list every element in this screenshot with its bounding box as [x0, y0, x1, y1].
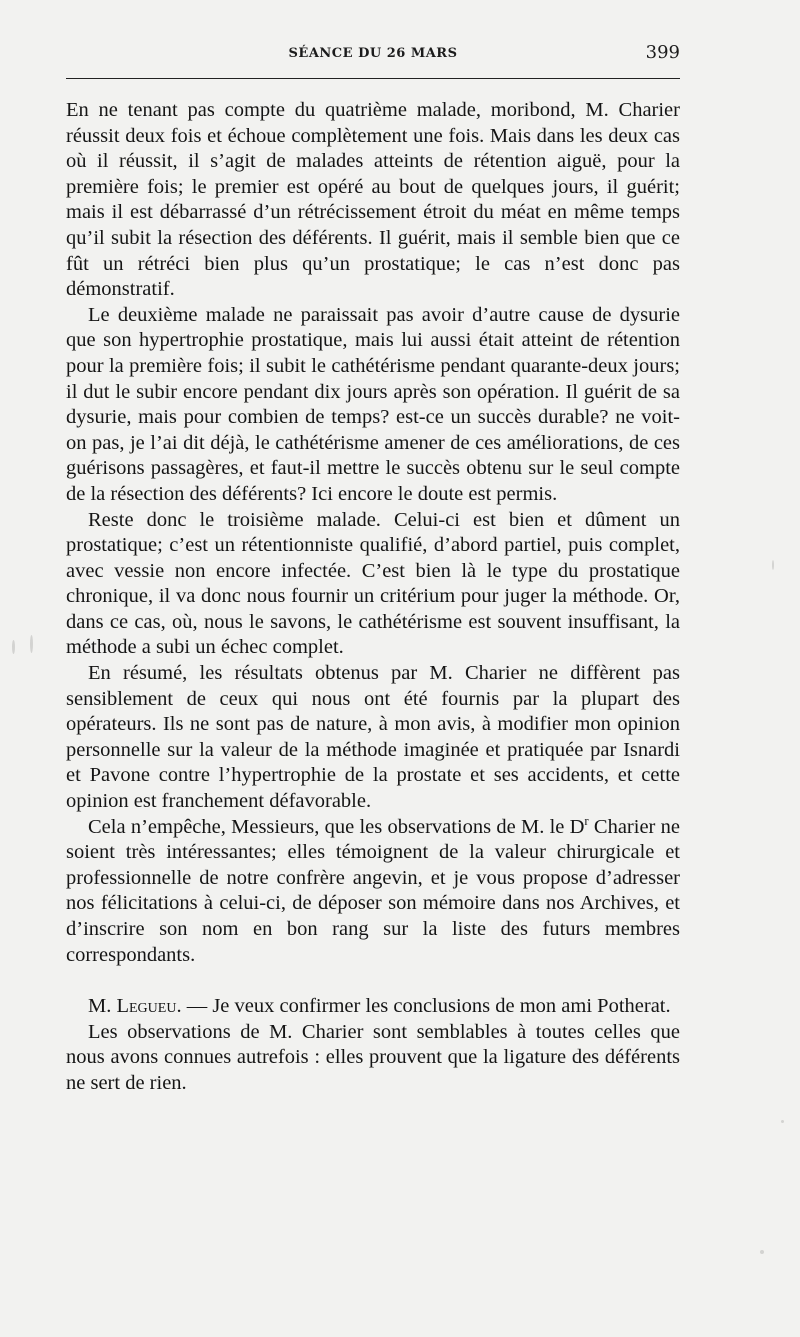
paragraph-2: Le deuxième malade ne paraissait pas avoir d’autre cause de dysurie que son hypertrophie prostatique, mais lui aussi était atteint de rétention pour la première fois; il subit le cathétérisme pendant quarante-deux jours; il dut le subir encore pendant dix jours après son opération. Il guérit de sa dysurie, mais pour combien de temps? est-ce un succès durable? ne voit-on pas, je l’ai dit déjà, le cathétérisme amener de ces améliorations, de ces guérisons passagères, et faut-il mettre le succès obtenu sur le seul compte de la résection des déférents? Ici encore le doute est permis.	[66, 303, 680, 505]
running-head: SÉANCE DU 26 MARS	[288, 46, 458, 61]
paragraph-last: Les observations de M. Charier sont semblables à toutes celles que nous avons connues autrefois : elles prouvent que la ligature des déférents ne sert de rien.	[66, 1020, 680, 1094]
paragraph-5	[66, 815, 680, 969]
speaker-paragraph	[66, 994, 680, 1020]
paper-speck	[781, 1120, 784, 1123]
speaker-name: Legueu	[116, 995, 177, 1018]
paragraph-4: En résumé, les résultats obtenus par M. Charier ne diffèrent pas sensiblement de ceux qui nous ont été fournis par la plupart des opérateurs. Ils ne sont pas de nature, à mon avis, à modifier mon opinion personnelle sur la valeur de la méthode imaginée et pratiquée par Isnardi et Pavone contre l’hypertrophie de la prostate et ses accidents, et cette opinion est franchement défavorable.	[66, 662, 680, 813]
paper-speck	[12, 640, 15, 654]
paragraph-5-end: Charier ne soient très intéressantes; elles témoignent de la valeur chirurgicale et professionnelle de notre confrère angevin, et je vous propose d’adresser nos félicitations à celui-ci, de déposer son mémoire dans nos Archives, et d’inscrire son nom en bon rang sur la liste des futurs membres correspondants.	[66, 815, 680, 966]
paragraph-3: Reste donc le troisième malade. Celui-ci est bien et dûment un prostatique; c’est un rétentionniste qualifié, d’abord partiel, puis complet, avec vessie non encore infectée. C’est bien là le type du prostatique chronique, il va donc nous fournir un critérium pour juger la méthode. Or, dans ce cas, où, nous le savons, le cathétérisme est souvent insuffisant, la méthode a subi un échec complet.	[66, 508, 680, 659]
body-text	[66, 98, 680, 1097]
header-rule	[66, 78, 680, 79]
paper-speck	[760, 1250, 764, 1254]
paragraph-5-start: Cela n’empêche, Messieurs, que les observations de M. le D	[88, 815, 585, 838]
paragraph-1: En ne tenant pas compte du quatrième malade, moribond, M. Charier réussit deux fois et échoue complètement une fois. Mais dans les deux cas où il réussit, il s’agit de malades atteints de rétention aiguë, pour la première fois; le premier est opéré au bout de quelques jours, il guérit; mais il est débarrassé d’un rétrécissement étroit du méat en même temps qu’il subit la résection des déférents. Il guérit, mais il semble bien que ce fût un rétréci bien plus qu’un prostatique; le cas n’est donc pas démonstratif.	[66, 99, 680, 301]
paper-speck	[772, 560, 774, 570]
paper-speck	[30, 635, 33, 653]
doctor-abbreviation-superscript: r	[584, 813, 589, 828]
page-number: 399	[645, 42, 680, 63]
page-header	[66, 42, 680, 72]
speaker-text: . — Je veux confirmer les conclusions de mon ami Potherat.	[176, 995, 671, 1018]
speaker-prefix: M.	[88, 995, 117, 1018]
